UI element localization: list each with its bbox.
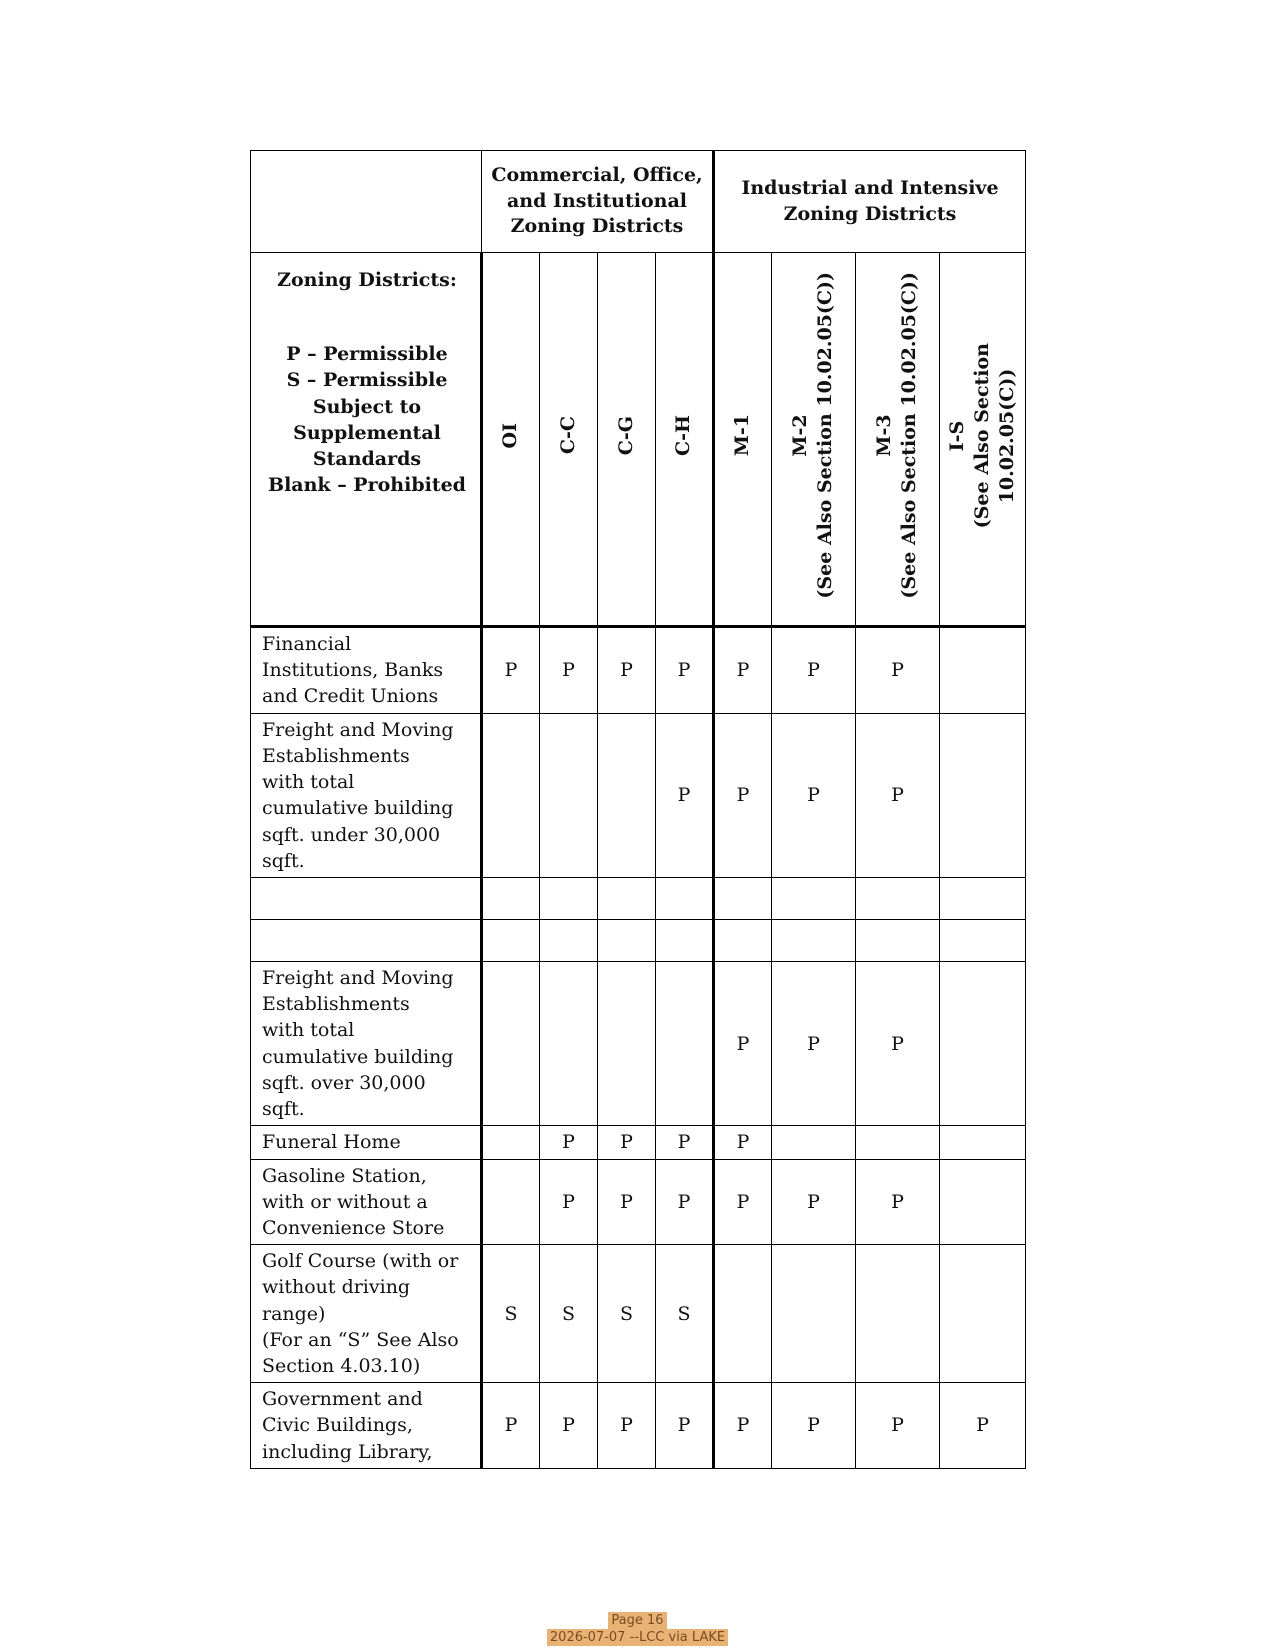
permission-cell xyxy=(482,877,540,919)
district-header-cell xyxy=(940,253,1026,627)
use-description-line: Convenience Store xyxy=(262,1216,445,1239)
permission-cell xyxy=(940,961,1026,1125)
use-description-line: sqft. xyxy=(262,849,305,872)
permission-cell: P xyxy=(540,1159,598,1245)
use-description-line: with or without a xyxy=(262,1190,428,1213)
use-description-cell xyxy=(251,627,482,714)
permission-cell xyxy=(482,713,540,877)
permission-cell: P xyxy=(714,713,772,877)
table-row xyxy=(251,1159,1026,1245)
document-stamp: 2026-07-07 --LCC via LAKE xyxy=(547,1629,728,1646)
permission-cell xyxy=(940,713,1026,877)
permission-cell: P xyxy=(656,1383,714,1469)
permission-cell: P xyxy=(656,627,714,714)
district-label xyxy=(671,415,696,456)
permission-cell xyxy=(940,1126,1026,1159)
industrial-group-header: Industrial and Intensive Zoning Districts xyxy=(714,151,1026,253)
table-row xyxy=(251,713,1026,877)
table-row xyxy=(251,877,1026,919)
permission-cell xyxy=(940,1245,1026,1383)
permission-cell xyxy=(940,627,1026,714)
district-label xyxy=(730,414,755,456)
permission-cell: P xyxy=(598,1383,656,1469)
permission-cell xyxy=(598,961,656,1125)
district-label xyxy=(945,343,1020,528)
district-label xyxy=(614,416,639,455)
use-description-cell xyxy=(251,1159,482,1245)
district-header-cell xyxy=(714,253,772,627)
legend-title: Zoning Districts: xyxy=(277,269,457,291)
permission-cell: P xyxy=(598,1126,656,1159)
permission-cell: P xyxy=(482,627,540,714)
use-description-line: sqft. over 30,000 xyxy=(262,1071,426,1094)
permission-cell xyxy=(772,919,856,961)
use-description-cell xyxy=(251,877,482,919)
group-header-row xyxy=(251,151,1026,253)
use-description-line: sqft. under 30,000 xyxy=(262,823,441,846)
permission-cell xyxy=(598,713,656,877)
use-description-line: range) xyxy=(262,1302,326,1325)
district-label-line: M-1 xyxy=(731,414,754,457)
district-header-cell xyxy=(772,253,856,627)
legend-cell xyxy=(251,253,482,627)
permission-cell xyxy=(772,1126,856,1159)
legend-line: Subject to xyxy=(312,395,422,418)
permission-cell: P xyxy=(656,713,714,877)
district-label xyxy=(498,423,523,448)
use-description-line: Civic Buildings, xyxy=(262,1414,413,1437)
district-label-line: OI xyxy=(499,422,522,449)
permission-cell xyxy=(940,877,1026,919)
permission-cell: P xyxy=(772,627,856,714)
legend-line: P – Permissible xyxy=(286,343,448,366)
district-label-line: C-C xyxy=(556,416,579,455)
use-description-line: Financial xyxy=(262,633,352,655)
use-description-cell xyxy=(251,1245,482,1383)
document-stamp-label xyxy=(0,1629,1275,1646)
use-description-line: (For an “S” See Also xyxy=(262,1328,459,1351)
use-description-line: without driving xyxy=(262,1276,411,1299)
permission-cell xyxy=(656,877,714,919)
permission-cell: P xyxy=(540,1383,598,1469)
permission-cell: P xyxy=(856,627,940,714)
district-label xyxy=(872,272,922,599)
table-row xyxy=(251,919,1026,961)
permission-cell: P xyxy=(656,1126,714,1159)
permission-cell: P xyxy=(482,1383,540,1469)
legend-line: Blank – Prohibited xyxy=(268,474,466,497)
permission-cell: P xyxy=(772,713,856,877)
use-description-cell xyxy=(251,1126,482,1159)
permission-cell: P xyxy=(714,1126,772,1159)
district-label-line: I-S xyxy=(945,420,968,451)
permission-cell xyxy=(856,1126,940,1159)
use-description-line: cumulative building xyxy=(262,1045,454,1068)
permission-cell: P xyxy=(856,1159,940,1245)
use-description-cell xyxy=(251,961,482,1125)
legend-line: Supplemental xyxy=(293,421,441,444)
permission-cell xyxy=(540,919,598,961)
table-row xyxy=(251,1383,1026,1469)
permission-cell: P xyxy=(540,627,598,714)
permission-cell xyxy=(656,961,714,1125)
use-description-line: Establishments xyxy=(262,993,410,1016)
district-label-line: (See Also Section 10.02.05(C)) xyxy=(814,272,837,599)
permission-cell xyxy=(656,919,714,961)
permission-cell: P xyxy=(772,961,856,1125)
district-label-line: M-2 xyxy=(789,414,812,457)
district-label-line: (See Also Section xyxy=(970,342,993,529)
permission-cell: S xyxy=(482,1245,540,1383)
permission-cell: P xyxy=(772,1159,856,1245)
permission-cell: S xyxy=(656,1245,714,1383)
permission-cell xyxy=(482,1126,540,1159)
permission-cell xyxy=(772,877,856,919)
permission-cell: P xyxy=(656,1159,714,1245)
permission-cell xyxy=(482,919,540,961)
permission-cell xyxy=(714,919,772,961)
table-row xyxy=(251,1245,1026,1383)
use-description-line: Golf Course (with or xyxy=(262,1250,459,1273)
district-label-line: M-3 xyxy=(873,414,896,457)
permission-cell xyxy=(940,1159,1026,1245)
table-header xyxy=(251,151,1026,627)
use-description-line: Freight and Moving xyxy=(262,718,454,741)
use-description-line: Funeral Home xyxy=(262,1131,401,1154)
legend-line: S – Permissible xyxy=(286,369,448,392)
page-number: Page 16 xyxy=(608,1612,666,1629)
use-description-line: and Credit Unions xyxy=(262,685,439,708)
permission-cell: P xyxy=(598,627,656,714)
district-label xyxy=(788,272,838,599)
table-row xyxy=(251,961,1026,1125)
district-label xyxy=(556,416,581,454)
blank-corner-cell xyxy=(251,151,482,253)
permission-cell xyxy=(856,1245,940,1383)
district-header-cell xyxy=(540,253,598,627)
permission-cell xyxy=(714,1245,772,1383)
table-row xyxy=(251,627,1026,714)
permission-cell: P xyxy=(856,1383,940,1469)
use-description-line: Government and xyxy=(262,1388,423,1411)
zoning-use-table xyxy=(250,150,1026,1469)
permission-cell: P xyxy=(772,1383,856,1469)
table-row xyxy=(251,1126,1026,1159)
permission-cell: P xyxy=(714,1383,772,1469)
permission-cell xyxy=(856,877,940,919)
use-description-line: Institutions, Banks xyxy=(262,659,444,682)
permission-cell xyxy=(540,877,598,919)
use-description-line: cumulative building xyxy=(262,797,454,820)
district-header-cell xyxy=(856,253,940,627)
page-number-label xyxy=(0,1612,1275,1629)
district-label-line: (See Also Section 10.02.05(C)) xyxy=(898,272,921,599)
permission-cell: P xyxy=(540,1126,598,1159)
use-description-cell xyxy=(251,1383,482,1469)
use-description-line: Establishments xyxy=(262,744,410,767)
district-header-cell xyxy=(656,253,714,627)
permission-cell: S xyxy=(540,1245,598,1383)
permission-cell xyxy=(540,713,598,877)
use-description-line: Section 4.03.10) xyxy=(262,1355,421,1378)
use-description-line: Gasoline Station, xyxy=(262,1164,427,1187)
use-description-line: sqft. xyxy=(262,1098,305,1121)
permission-cell xyxy=(598,877,656,919)
district-header-cell xyxy=(482,253,540,627)
use-description-line: including Library, xyxy=(262,1440,433,1463)
legend-lines xyxy=(262,341,472,498)
district-header-cell xyxy=(598,253,656,627)
permission-cell: P xyxy=(714,961,772,1125)
permission-cell xyxy=(540,961,598,1125)
permission-cell: S xyxy=(598,1245,656,1383)
permission-cell xyxy=(772,1245,856,1383)
district-label-line: 10.02.05(C)) xyxy=(996,368,1019,503)
permission-cell xyxy=(856,919,940,961)
use-description-cell xyxy=(251,713,482,877)
permission-cell xyxy=(482,1159,540,1245)
use-description-line: with total xyxy=(262,1019,355,1042)
permission-cell: P xyxy=(940,1383,1026,1469)
use-description-line: Freight and Moving xyxy=(262,966,454,989)
permission-cell: P xyxy=(856,961,940,1125)
use-description-cell xyxy=(251,919,482,961)
permission-cell xyxy=(940,919,1026,961)
district-label-line: C-G xyxy=(614,415,637,455)
district-label-line: C-H xyxy=(672,414,695,456)
permission-cell: P xyxy=(714,627,772,714)
permission-cell xyxy=(598,919,656,961)
table-body xyxy=(251,627,1026,1469)
permission-cell: P xyxy=(598,1159,656,1245)
permission-cell xyxy=(714,877,772,919)
district-header-row xyxy=(251,253,1026,627)
use-description-line: with total xyxy=(262,771,355,794)
permission-cell xyxy=(482,961,540,1125)
permission-cell: P xyxy=(714,1159,772,1245)
permission-cell: P xyxy=(856,713,940,877)
legend-line: Standards xyxy=(312,448,422,471)
commercial-group-header: Commercial, Office, and Institutional Zoning Districts xyxy=(482,151,714,253)
